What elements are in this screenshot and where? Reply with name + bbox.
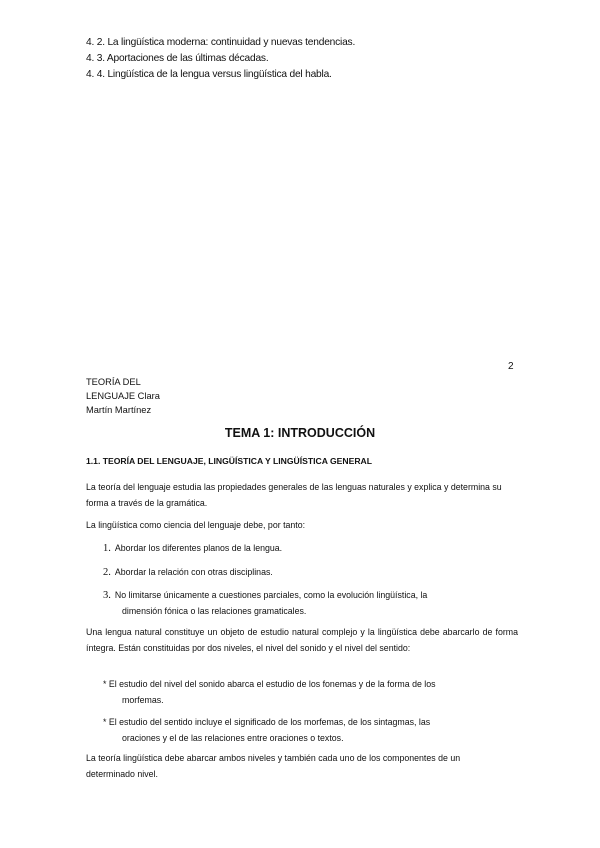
bullet-text: El estudio del sentido incluye el significado de los morfemas, de los sintagmas, las [108,717,431,727]
bullet-item [103,677,508,708]
paragraph: La lingüística como ciencia del lenguaje debe, por tanto: [86,520,306,530]
author-line: TEORÍA DEL [86,377,141,387]
author-block [86,375,206,417]
list-text: Abordar los diferentes planos de la lengua. [114,543,283,553]
list-number: 2. [103,567,111,578]
bullet-text: El estudio del nivel del sonido abarca el estudio de los fonemas y de la forma de los [108,679,436,689]
toc-entry: 4. 2. La lingüística moderna: continuidad y nuevas tendencias. [86,37,356,48]
list-text-continuation: dimensión fónica o las relaciones gramaticales. [122,605,307,616]
chapter-title: TEMA 1: INTRODUCCIÓN [224,426,376,440]
list-item [103,565,503,581]
bullet-marker: * [103,717,107,727]
list-item [103,588,503,619]
list-number: 1. [103,543,111,554]
list-text: No limitarse únicamente a cuestiones parciales, como la evolución lingüística, la [114,590,428,600]
list-item [103,541,503,557]
list-text: Abordar la relación con otras disciplinas. [114,567,273,577]
list-number: 3. [103,590,111,601]
toc-entry: 4. 4. Lingüística de la lengua versus lingüística del habla. [86,69,332,80]
bullet-item [103,715,508,746]
paragraph: Una lengua natural constituye un objeto de estudio natural complejo y la lingüística debe abarcarlo de forma íntegra. Están constituidas por dos niveles, el nivel del sonido y el nivel del sentido: [86,627,518,653]
section-heading: 1.1. TEORÍA DEL LENGUAJE, LINGÜÍSTICA Y LINGÜÍSTICA GENERAL [86,456,373,466]
paragraph: La teoría del lenguaje estudia las propiedades generales de las lenguas naturales y explica y determina su forma a través de la gramática. [86,482,502,508]
bullet-marker: * [103,679,107,689]
author-line: Martín Martínez [86,405,152,415]
toc-entry: 4. 3. Aportaciones de las últimas décadas. [86,53,269,64]
paragraph: La teoría lingüística debe abarcar ambos niveles y también cada uno de los componentes de un determinado nivel. [86,753,461,779]
page-number: 2 [508,361,514,372]
bullet-text-continuation: oraciones y el de las relaciones entre oraciones o textos. [122,732,344,743]
author-line: LENGUAJE Clara [86,391,160,401]
bullet-text-continuation: morfemas. [122,694,164,705]
